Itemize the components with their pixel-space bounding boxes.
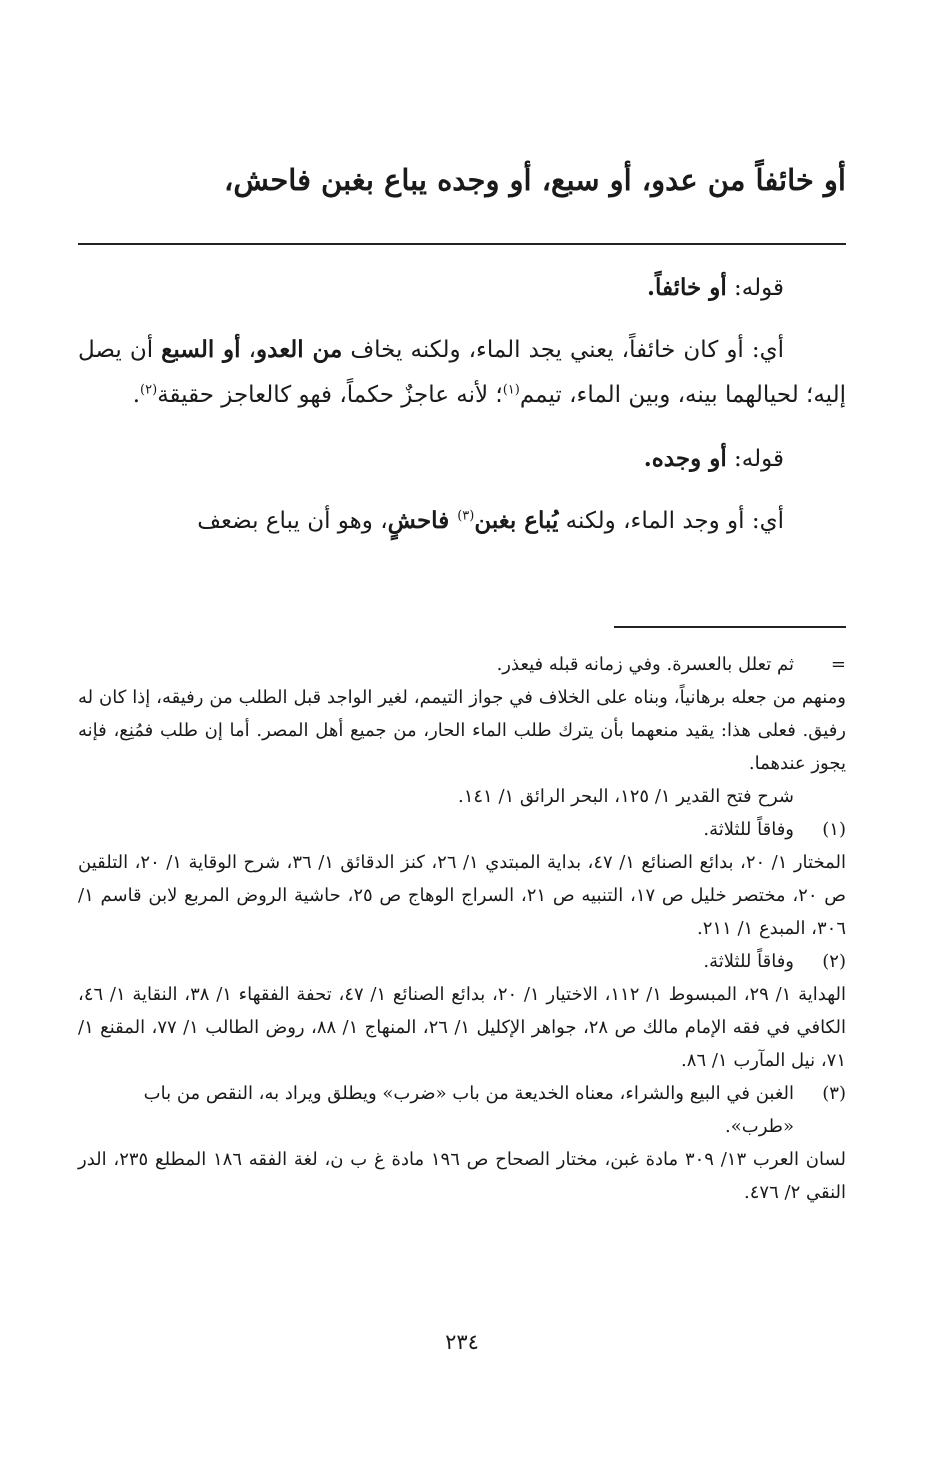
page-number: ٢٣٤: [445, 1330, 479, 1354]
qawl-quote: أو وجده.: [643, 445, 727, 472]
matn-line: أو خائفاً من عدو، أو سبع، أو وجده يباع بغبن فاحش،: [224, 163, 846, 197]
text-run: .: [132, 382, 141, 408]
commentary-body: [78, 265, 846, 544]
footnote-text: وفاقاً للثلاثة.: [703, 819, 794, 840]
book-page: [78, 0, 846, 1478]
matn-separator-rule: [78, 243, 846, 245]
footnote-ref-2[interactable]: (٢): [140, 382, 158, 398]
footnote-separator-rule: [614, 626, 846, 628]
text-run: ،: [240, 337, 257, 363]
footnote-number: (٣): [822, 1083, 846, 1104]
footnote-1: [78, 813, 846, 846]
footnote-number: (١): [822, 819, 846, 840]
commentary-paragraph-2: [78, 498, 846, 544]
footnote-text: ثم تعلل بالعسرة. وفي زمانه قبله فيعذر.: [496, 654, 794, 675]
text-run: أي: أو كان خائفاً، يعني يجد الماء، ولكنه يخاف: [342, 337, 785, 363]
qawl-heading-1: [78, 265, 846, 311]
footnote-continuation: [78, 648, 846, 681]
qawl-heading-2: [78, 436, 846, 482]
qawl-prefix: قوله:: [726, 446, 784, 472]
text-run: ، وهو أن يباع بضعف: [197, 508, 388, 534]
qawl-prefix: قوله:: [726, 275, 784, 301]
bold-run: من العدو: [256, 336, 343, 363]
commentary-paragraph-1: [78, 327, 846, 418]
footnotes-section: [78, 648, 846, 1209]
bold-run: أو السبع: [161, 336, 241, 363]
footnote-ref-3[interactable]: (٣): [457, 508, 475, 524]
qawl-quote: أو خائفاً.: [646, 274, 727, 301]
continuation-marker: =: [830, 654, 846, 675]
footnote-reference: شرح فتح القدير ١/ ١٢٥، البحر الرائق ١/ ١٤١.: [457, 786, 794, 807]
footnote-3: [78, 1077, 846, 1143]
footnote-paragraph: ومنهم من جعله برهانياً، وبناه على الخلاف في جواز التيمم، لغير الواجد قبل الطلب من رفيقه، إذا كان له رفيق. فعلى هذا: يقيد منعهما بأن يترك طلب الماء الحار، من جميع أهل المصر. أما إن طلب فمُنِع، فإنه يجوز عندهما.: [78, 687, 846, 774]
footnote-ref-1[interactable]: (١): [502, 382, 520, 398]
text-run: أي: أو وجد الماء، ولكنه: [558, 508, 784, 534]
text-run: أن يصل إليه؛ لحيالهما بينه، وبين الماء، تيمم: [78, 337, 846, 408]
footnote-text: الغبن في البيع والشراء، معناه الخديعة من باب «ضرب» ويطلق ويراد به، النقص من باب «طرب».: [143, 1083, 794, 1137]
footnote-references: المختار ١/ ٢٠، بدائع الصنائع ١/ ٤٧، بداية المبتدي ١/ ٢٦، كنز الدقائق ١/ ٣٦، شرح الوقاية ١/ ٢٠، التلقين ص ٢٠، مختصر خليل ص ١٧، التنبيه ص ٢١، السراج الوهاج ص ٢٥، حاشية الروض المربع لابن قاسم ١/ ٣٠٦، المبدع ١/ ٢١١.: [78, 852, 847, 939]
footnote-number: (٢): [822, 951, 846, 972]
footnote-references: الهداية ١/ ٢٩، المبسوط ١/ ١١٢، الاختيار ١/ ٢٠، بدائع الصنائع ١/ ٤٧، تحفة الفقهاء ١/ ٣٨، النقاية ١/ ٤٦، الكافي في فقه الإمام مالك ص ٢٨، جواهر الإكليل ١/ ٢٦، المنهاج ١/ ٨٨، روض الطالب ١/ ٧٧، المقنع ١/ ٧١، نيل المآرب ١/ ٨٦.: [78, 984, 846, 1071]
text-run: ؛ لأنه عاجزٌ حكماً، فهو كالعاجز حقيقة: [157, 382, 503, 408]
footnote-2: [78, 945, 846, 978]
bold-run: يُباع بغبن: [474, 507, 559, 534]
footnote-references: لسان العرب ١٣/ ٣٠٩ مادة غبن، مختار الصحاح ص ١٩٦ مادة غ ب ن، لغة الفقه ١٨٦ المطلع ٢٣٥، الدر النقي ٢/ ٤٧٦.: [78, 1149, 846, 1203]
footnote-text: وفاقاً للثلاثة.: [703, 951, 794, 972]
bold-run: فاحشٍ: [387, 507, 458, 534]
